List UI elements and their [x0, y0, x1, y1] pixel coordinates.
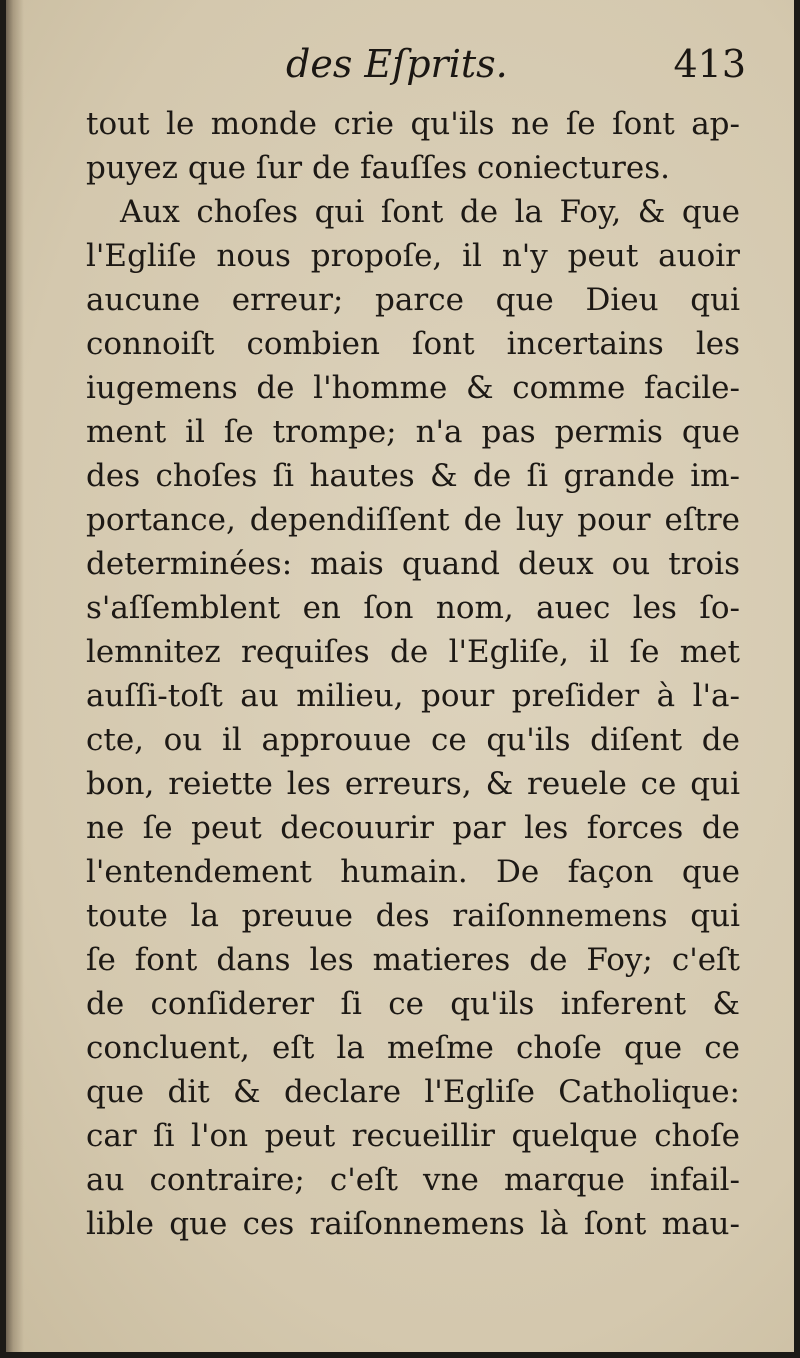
- text-line: determinées: mais quand deux ou trois: [86, 546, 740, 582]
- text-line: cte, ou il approuue ce qu'ils diſent de: [86, 722, 740, 758]
- text-line: lemnitez requiſes de l'Egliſe, il ſe met: [86, 634, 740, 670]
- text-line: bon, reiette les erreurs, & reuele ce qui: [86, 766, 740, 802]
- text-line: que dit & declare l'Egliſe Catholique:: [86, 1074, 740, 1110]
- text-line: s'aſſemblent en ſon nom, auec les ſo-: [86, 590, 740, 626]
- text-line: l'Egliſe nous propoſe, il n'y peut auoir: [86, 238, 740, 274]
- running-head-title: des Eſprits.: [286, 42, 508, 86]
- text-line: de conſiderer ſi ce qu'ils inferent &: [86, 986, 740, 1022]
- text-line: des choſes ſi hautes & de ſi grande im-: [86, 458, 740, 494]
- book-page: [6, 0, 794, 1352]
- text-line: l'entendement humain. De façon que: [86, 854, 740, 890]
- text-line: tout le monde crie qu'ils ne ſe ſont ap-: [86, 106, 740, 142]
- text-line: aucune erreur; parce que Dieu qui: [86, 282, 740, 318]
- page-number: 413: [673, 42, 746, 86]
- text-line: connoiſt combien ſont incertains les: [86, 326, 740, 362]
- text-line: Aux choſes qui ſont de la Foy, & que: [120, 194, 740, 230]
- text-line: car ſi l'on peut recueillir quelque choſe: [86, 1118, 740, 1154]
- running-head: [86, 42, 746, 102]
- text-line: toute la preuue des raiſonnemens qui: [86, 898, 740, 934]
- text-line: ne ſe peut decouurir par les forces de: [86, 810, 740, 846]
- text-line: portance, dependiſſent de luy pour eſtre: [86, 502, 740, 538]
- binding-shadow: [6, 0, 24, 1352]
- text-line: puyez que ſur de fauſſes coniectures.: [86, 150, 670, 186]
- text-line: lible que ces raiſonnemens là ſont mau-: [86, 1206, 740, 1242]
- text-line: au contraire; c'eſt vne marque infail-: [86, 1162, 740, 1198]
- text-line: ſe font dans les matieres de Foy; c'eſt: [86, 942, 740, 978]
- text-line: auſſi-toſt au milieu, pour preſider à l'a-: [86, 678, 740, 714]
- text-line: concluent, eſt la meſme choſe que ce: [86, 1030, 740, 1066]
- text-line: iugemens de l'homme & comme facile-: [86, 370, 740, 406]
- text-line: ment il ſe trompe; n'a pas permis que: [86, 414, 740, 450]
